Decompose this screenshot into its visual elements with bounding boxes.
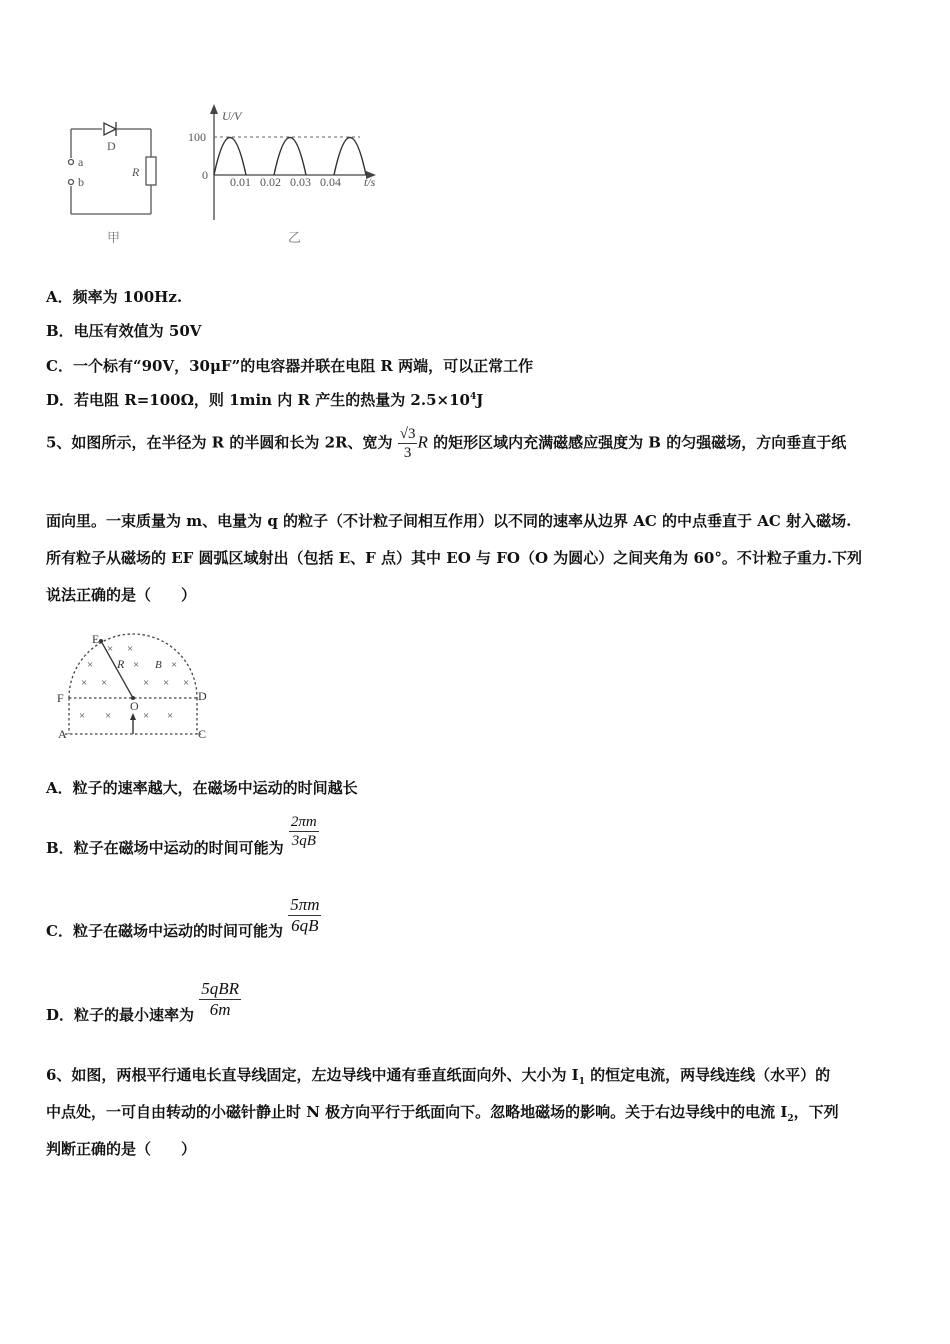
x-tick-0.04: 0.04	[320, 175, 341, 189]
field-cross: ×	[87, 659, 94, 671]
q5-option-c-fraction	[288, 895, 321, 936]
terminal-b-label: b	[78, 175, 84, 189]
q5-option-d-text: D．粒子的最小速率为	[46, 1006, 195, 1024]
field-cross: ×	[143, 710, 150, 722]
label-c: C	[198, 727, 207, 741]
q5-option-b-numerator: 2πm	[290, 814, 317, 830]
field-cross: ×	[171, 659, 178, 671]
x-tick-0.02: 0.02	[260, 175, 281, 189]
q5-option-c	[46, 895, 321, 940]
half-wave-pulse-3	[334, 138, 366, 176]
q6-stem-line2	[46, 1101, 839, 1124]
q5-fraction-denominator: 3	[403, 445, 412, 461]
q5-magnetic-field-figure	[55, 628, 215, 746]
q5-intro-pre: 5、如图所示，在半径为 R 的半圆和长为 2R、宽为	[46, 433, 393, 452]
field-cross: ×	[143, 677, 150, 689]
diode-label: D	[107, 139, 116, 153]
terminal-a-label: a	[78, 155, 84, 169]
q5-option-d	[46, 979, 241, 1024]
field-cross: ×	[105, 710, 112, 722]
label-f: F	[57, 691, 64, 705]
field-cross: ×	[183, 677, 190, 689]
half-wave-pulse-2	[274, 138, 306, 176]
terminal-b	[69, 180, 74, 185]
q5-option-c-denominator: 6qB	[291, 916, 319, 935]
field-cross: ×	[101, 677, 108, 689]
q6-line1-post: 的恒定电流，两导线连线（水平）的	[584, 1066, 831, 1084]
resistor-label: R	[132, 165, 140, 179]
q6-line2-post: ，下列	[793, 1103, 839, 1121]
q5-stem-line2: 面向里。一束质量为 m、电量为 q 的粒子（不计粒子间相互作用）以不同的速率从边界 AC 的中点垂直于 AC 射入磁场.	[46, 512, 852, 530]
label-e: E	[92, 632, 100, 646]
field-cross: ×	[79, 710, 86, 722]
q4-option-d-text: D．若电阻 R=100Ω，则 1min 内 R 产生的热量为 2.5×10	[46, 391, 470, 409]
q6-stem-line1	[46, 1064, 830, 1087]
field-cross: ×	[107, 643, 114, 655]
origin-label: 0	[202, 168, 208, 182]
q6-line2-pre: 中点处，一可自由转动的小磁针静止时 N 极方向平行于纸面向下。忽略地磁场的影响。关于右边导线中的电流 I	[46, 1103, 788, 1121]
q5-option-d-denominator: 6m	[209, 1000, 231, 1019]
label-r: R	[117, 657, 125, 671]
q5-option-b	[46, 813, 319, 857]
q4-option-b: B．电压有效值为 50V	[46, 322, 202, 340]
q4-option-d-unit: J	[476, 391, 484, 409]
q4-option-a: A．频率为 100Hz.	[46, 288, 183, 306]
x-tick-0.03: 0.03	[290, 175, 311, 189]
field-cross: ×	[167, 710, 174, 722]
resistor-symbol	[146, 157, 156, 185]
field-cross: ×	[81, 677, 88, 689]
q5-option-b-fraction	[289, 813, 319, 850]
y-axis-label: U/V	[222, 109, 242, 123]
q6-stem-line3: 判断正确的是（ ）	[46, 1140, 197, 1158]
q5-fraction-r: R	[417, 432, 428, 452]
q5-stem-line1	[46, 425, 846, 462]
q5-option-b-text: B．粒子在磁场中运动的时间可能为	[46, 839, 284, 857]
q5-option-c-numerator: 5πm	[290, 895, 320, 914]
q5-option-d-numerator: 5qBR	[201, 979, 240, 998]
field-cross: ×	[127, 643, 134, 655]
half-wave-pulse-1	[214, 138, 246, 176]
label-a: A	[58, 727, 67, 741]
field-cross: ×	[163, 677, 170, 689]
label-d: D	[198, 689, 207, 703]
x-axis-label: t/s	[364, 175, 376, 189]
q6-line2-subscript: 2	[787, 1114, 794, 1124]
q4-option-c: C．一个标有“90V，30μF”的电容器并联在电阻 R 两端，可以正常工作	[46, 357, 534, 375]
diode-symbol	[104, 123, 116, 135]
q4-option-d-exponent: 4	[469, 392, 477, 402]
caption-jia: 甲	[107, 230, 121, 245]
q5-stem-line3: 所有粒子从磁场的 EF 圆弧区域射出（包括 E、F 点）其中 EO 与 FO（O 为圆心）之间夹角为 60°。不计粒子重力.下列	[46, 549, 863, 567]
y-tick-100: 100	[188, 130, 206, 144]
terminal-a	[69, 160, 74, 165]
q5-option-d-fraction	[199, 979, 241, 1020]
label-o: O	[130, 699, 139, 713]
q6-line1-pre: 6、如图，两根平行通电长直导线固定，左边导线中通有垂直纸面向外、大小为 I	[46, 1066, 579, 1084]
q4-option-d	[46, 389, 483, 410]
q5-option-b-denominator: 3qB	[291, 833, 316, 849]
label-b: B	[155, 659, 162, 671]
q5-fraction-numerator: √3	[399, 426, 416, 442]
x-tick-0.01: 0.01	[230, 175, 251, 189]
q5-option-a: A．粒子的速率越大，在磁场中运动的时间越长	[46, 779, 358, 797]
field-cross: ×	[133, 659, 140, 671]
q5-stem-line4: 说法正确的是（ ）	[46, 586, 197, 604]
q6-line1-subscript: 1	[578, 1077, 585, 1087]
q5-width-fraction	[398, 425, 418, 462]
figure-circuit-and-graph	[60, 100, 390, 250]
q5-intro-post: 的矩形区域内充满磁感应强度为 B 的匀强磁场，方向垂直于纸	[433, 433, 847, 452]
q5-option-c-text: C．粒子在磁场中运动的时间可能为	[46, 922, 283, 940]
caption-yi: 乙	[288, 230, 302, 245]
